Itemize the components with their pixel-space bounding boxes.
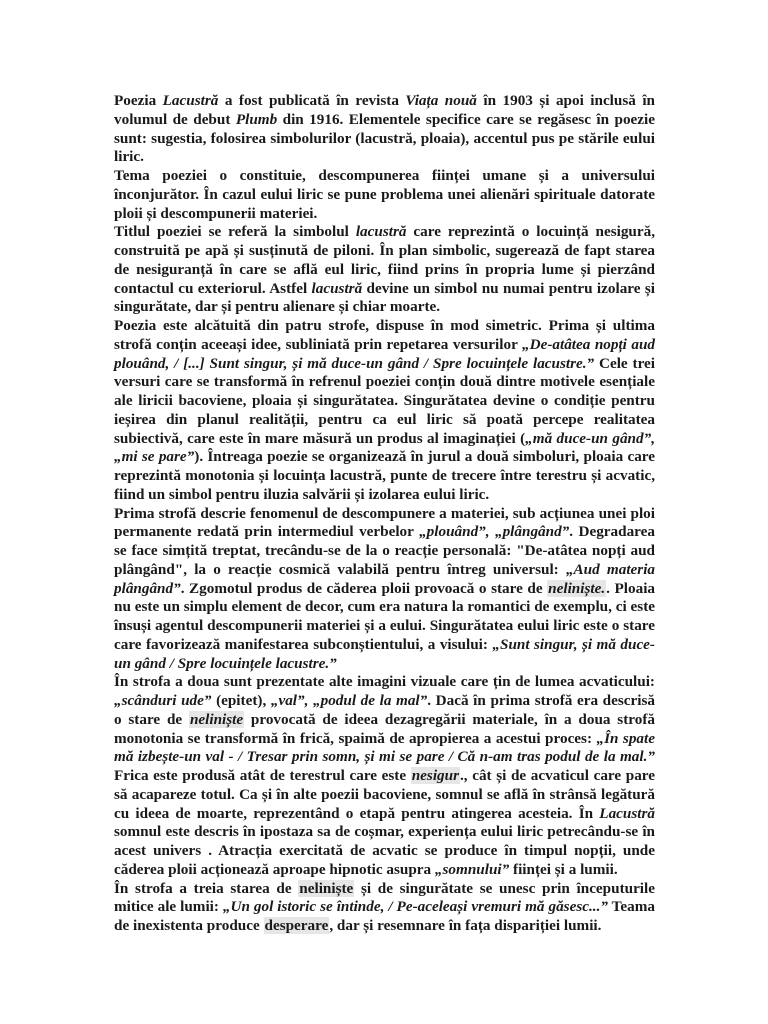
symbol-term: lacustră: [355, 223, 407, 241]
magazine-title: Viața nouă: [405, 92, 477, 109]
text: ., cât și de acvaticul care pare să acapareze totul. Ca și în alte poezii bacoviene, somnul se află în strânsă legătură cu ideea de moarte, reprezentând o etapă pentru atingerea acesteia. În: [114, 767, 655, 822]
paragraph-title: [114, 223, 655, 317]
quote: „Un gol istoric se întinde, / Pe-aceleași vremuri mă găsesc...”: [222, 898, 608, 916]
text: În strofa a doua sunt prezentate alte imagini vizuale care țin de lumea acvaticului:: [114, 673, 655, 691]
text: Titlul poeziei se referă la simbolul: [114, 223, 356, 241]
quote: „Aud materia plângând”: [114, 560, 656, 597]
text: . Degradarea se face simțită treptat, trecându-se de la o reacție personală: "De-atâtea nopți aud plângând", la o reacție cosmică valabilă pentru întreg universul:: [114, 523, 655, 578]
symbol-term: lacustră: [311, 279, 363, 297]
text: . Ploaia nu este un simplu element de decor, cum era natura la romantici de exemplu, ci este însuși agentul descompunerii materiei și a eului. Singurătatea eului liric este o stare care favorizează manifestarea subconștientului, a visului:: [114, 579, 656, 653]
volume-title: Plumb: [235, 110, 278, 128]
paragraph-theme: [114, 167, 655, 223]
quote: „mă duce-un gând”, „mi se pare”: [114, 429, 655, 466]
text: Frica este produsă atât de terestrul care este: [114, 767, 411, 784]
highlighted-word: neliniște: [189, 710, 244, 728]
text: . Zgomotul produs de căderea ploii provoacă o stare de: [180, 579, 548, 597]
text: somnul este descris în ipostaza sa de coșmar, experiența eului liric petrecându-se în acest univers . Atracția exercitată de acvatic se produce în timpul nopții, unde căderea ploii acționează aproape hipnotic asupra: [114, 823, 655, 878]
text: Poezia este alcătuită din patru strofe, dispuse în mod simetric. Prima și ultima strofă conțin aceeași idee, subliniată prin repetarea versurilor: [114, 317, 655, 353]
text: Poezia: [114, 92, 163, 109]
quote: „În spate mă izbește-un val - / Tresar prin somn, și mi se pare / Că n-am tras podul de la mal.”: [114, 729, 655, 766]
quote: „somnului”: [434, 860, 510, 878]
text: provocată de ideea dezagregării materiale, în a doua strofă monotonia se transformă în frică, spaimă de apropierea a acestui proces:: [114, 710, 655, 747]
paragraph-first-stanza: [114, 505, 655, 674]
text: în 1903 și apoi inclusă în volumul de debut: [114, 92, 655, 128]
quote: „val”, „podul de la mal”: [270, 692, 428, 709]
text: ființei și a lumii.: [509, 860, 618, 878]
text: devine un simbol nu numai pentru izolare și singurătate, dar și pentru alienare și chiar moarte.: [114, 279, 655, 316]
paragraph-intro: [114, 92, 655, 167]
quote: „De-atâtea nopți aud plouând, / [...] Sunt singur, și mă duce-un gând / Spre locuințele lacustre.”: [114, 335, 655, 372]
quote: „plouând”, „plângând”: [419, 523, 570, 541]
paragraph-structure: [114, 317, 655, 505]
document-page: [114, 92, 655, 936]
paragraph-third-stanza: [114, 880, 655, 936]
paragraph-second-stanza: [114, 673, 655, 879]
text: care reprezintă o locuință nesigură, construită pe apă și susținută de piloni. În plan simbolic, sugerează de fapt starea de nesiguranță în care se află eul liric, fiind prins în propria lume și pierzând contactul cu exteriorul. Astfel: [114, 223, 655, 297]
text: și de singurătate se unesc prin începuturile mitice ale lumii:: [114, 879, 655, 916]
highlighted-word: desperare: [264, 917, 329, 934]
text: ). Întreaga poezie se organizează în jurul a două simboluri, ploaia care reprezintă monotonia și locuința lacustră, punte de trecere între terestru și acvatic, fiind un simbol pentru iluzia salvării și izolarea eului liric.: [114, 448, 655, 503]
text: , dar și resemnare în fața dispariției lumii.: [329, 917, 602, 934]
poem-title: Lacustră: [162, 92, 219, 109]
highlighted-word: nesigur: [411, 767, 459, 784]
text: Prima strofă descrie fenomenul de descompunere a materiei, sub acțiunea unei ploi permanente redată prin intermediul verbelor: [114, 504, 655, 541]
poem-title: Lacustră: [599, 804, 655, 822]
quote: „Sunt singur, și mă duce-un gând / Spre locuințele lacustre.”: [114, 635, 655, 672]
text: Tema poeziei o constituie, descompunerea ființei umane și a universului înconjurător. În cazul eului liric se pune problema unei alienări spirituale datorate ploii și descompunerii materiei.: [114, 167, 655, 222]
quote: „scânduri ude”: [114, 692, 212, 709]
text: În strofa a treia starea de: [114, 879, 299, 897]
text: Teama de inexistenta produce: [114, 898, 655, 934]
text: (epitet),: [211, 692, 271, 709]
highlighted-word: neliniște: [299, 879, 354, 897]
text: din 1916. Elementele specifice care se regăsesc în poezie sunt: sugestia, folosirea simbolurilor (lacustră, ploaia), accentul pus pe stările eului liric.: [114, 110, 655, 166]
text: Cele trei versuri care se transformă în refrenul poeziei conțin două dintre motivele esențiale ale liricii bacoviene, ploaia și singurătatea. Singurătatea devine o condiție pentru ieșirea din planul realității, pentru ca eul liric să poată percepe realitatea subiectivă, care este în mare măsură un produs al imaginației (: [114, 354, 656, 447]
highlighted-word: neliniște.: [548, 579, 606, 597]
text: a fost publicată în revista: [218, 92, 406, 109]
text: . Dacă în prima strofă era descrisă o stare de: [114, 692, 655, 728]
